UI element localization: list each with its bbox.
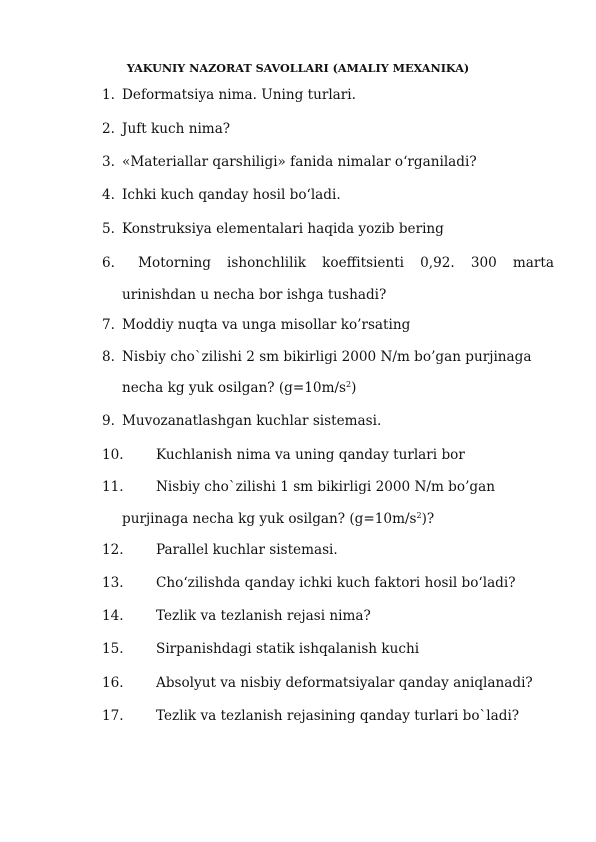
question-text: Tezlik va tezlanish rejasi nima? bbox=[156, 608, 371, 624]
question-word: marta bbox=[512, 255, 554, 271]
question-number: 8. bbox=[102, 349, 115, 365]
question-text: Moddiy nuqta va unga misollar ko’rsating bbox=[122, 317, 411, 333]
question-11-continuation bbox=[122, 504, 434, 534]
question-number: 17. bbox=[102, 708, 124, 724]
question-6 bbox=[102, 248, 554, 278]
question-number: 9. bbox=[102, 413, 115, 429]
question-10 bbox=[102, 440, 554, 470]
question-16 bbox=[102, 668, 554, 698]
question-number: 13. bbox=[102, 575, 124, 591]
superscript: 2 bbox=[346, 380, 352, 389]
question-number: 7. bbox=[102, 317, 115, 333]
question-text: Konstruksiya elementalari haqida yozib bering bbox=[122, 221, 444, 237]
question-word: 300 bbox=[470, 255, 497, 271]
question-5 bbox=[102, 214, 554, 244]
question-8-continuation bbox=[122, 373, 356, 403]
question-text: Kuchlanish nima va uning qanday turlari bor bbox=[156, 447, 465, 463]
question-text: Absolyut va nisbiy deformatsiyalar qanday aniqlanadi? bbox=[156, 675, 533, 691]
question-number: 5. bbox=[102, 221, 115, 237]
question-text: Parallel kuchlar sistemasi. bbox=[156, 542, 338, 558]
question-text: Juft kuch nima? bbox=[122, 121, 231, 137]
superscript: 2 bbox=[416, 511, 422, 520]
question-number: 14. bbox=[102, 608, 124, 624]
question-number: 10. bbox=[102, 447, 124, 463]
question-8 bbox=[102, 342, 554, 372]
question-number: 15. bbox=[102, 641, 124, 657]
question-word: Motorning bbox=[138, 255, 211, 271]
question-3 bbox=[102, 147, 554, 177]
continuation-text: necha kg yuk osilgan? (g=10m/s bbox=[122, 380, 347, 396]
question-text: «Materiallar qarshiligi» fanida nimalar o‘rganiladi? bbox=[122, 154, 477, 170]
question-word: 0,92. bbox=[420, 255, 455, 271]
question-text: Ichki kuch qanday hosil bo‘ladi. bbox=[122, 187, 341, 203]
question-text: Cho‘zilishda qanday ichki kuch faktori hosil bo‘ladi? bbox=[156, 575, 516, 591]
question-number: 1. bbox=[102, 87, 115, 103]
question-text: Nisbiy cho`zilishi 1 sm bikirligi 2000 N/m bo’gan bbox=[156, 479, 495, 495]
question-11 bbox=[102, 472, 554, 502]
question-4 bbox=[102, 180, 554, 210]
continuation-text: ) bbox=[351, 380, 357, 396]
question-text: Muvozanatlashgan kuchlar sistemasi. bbox=[122, 413, 382, 429]
page-title: YAKUNIY NAZORAT SAVOLLARI (AMALIY MEXANIKA) bbox=[126, 61, 470, 75]
question-number: 12. bbox=[102, 542, 124, 558]
question-13 bbox=[102, 568, 554, 598]
question-text: Sirpanishdagi statik ishqalanish kuchi bbox=[156, 641, 420, 657]
question-text: Deformatsiya nima. Uning turlari. bbox=[122, 87, 356, 103]
question-2 bbox=[102, 114, 554, 144]
continuation-text: )? bbox=[421, 511, 435, 527]
question-number: 6. bbox=[102, 255, 115, 271]
continuation-text: purjinaga necha kg yuk osilgan? (g=10m/s bbox=[122, 511, 417, 527]
question-number: 4. bbox=[102, 187, 115, 203]
question-14 bbox=[102, 601, 554, 631]
question-word: ishonchlilik bbox=[227, 255, 307, 271]
question-6-continuation: urinishdan u necha bor ishga tushadi? bbox=[122, 287, 387, 303]
question-7 bbox=[102, 310, 554, 340]
question-12 bbox=[102, 535, 554, 565]
question-text: Tezlik va tezlanish rejasining qanday turlari bo`ladi? bbox=[156, 708, 520, 724]
question-text: Nisbiy cho`zilishi 2 sm bikirligi 2000 N/m bo’gan purjinaga bbox=[122, 349, 532, 365]
question-number: 2. bbox=[102, 121, 115, 137]
question-15 bbox=[102, 634, 554, 664]
question-word: koeffitsienti bbox=[322, 255, 405, 271]
question-number: 11. bbox=[102, 479, 124, 495]
question-number: 16. bbox=[102, 675, 124, 691]
question-9 bbox=[102, 406, 554, 436]
question-1 bbox=[102, 80, 554, 110]
question-number: 3. bbox=[102, 154, 115, 170]
question-17 bbox=[102, 701, 554, 731]
